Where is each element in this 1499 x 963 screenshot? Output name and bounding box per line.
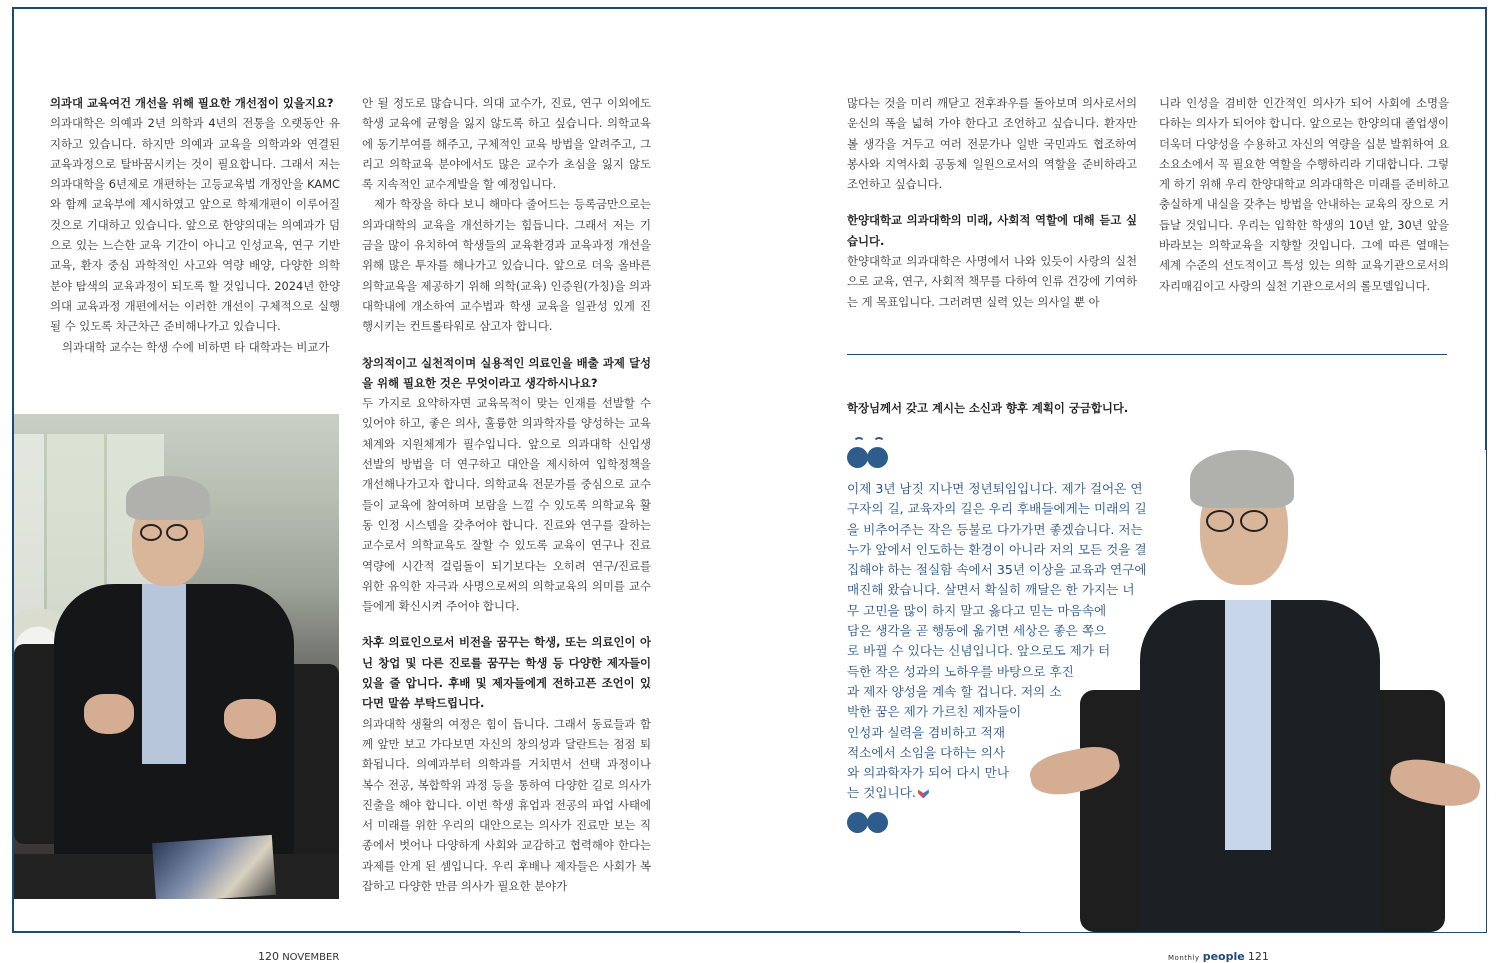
article-column-2 — [362, 93, 651, 903]
pull-quote — [847, 479, 1147, 804]
quote-line: 적소에서 소임을 다하는 의사 — [847, 744, 1005, 760]
quote-line: 구자의 길, 교육자의 길은 우리 후배들에게는 미래의 길 — [847, 501, 1147, 517]
interview-photo-left — [14, 414, 339, 899]
photo-shirt — [1225, 600, 1271, 850]
body-paragraph: 의과대학 교수는 학생 수에 비하면 타 대학과는 비교가 — [62, 339, 330, 354]
quote-line: 는 것입니다. — [847, 783, 1147, 803]
photo-glasses-right — [166, 524, 188, 541]
quote-line: 박한 꿈은 제가 가르친 제자들이 — [847, 704, 1022, 720]
body-paragraph: 니라 인성을 겸비한 인간적인 의사가 되어 사회에 소명을 다하는 의사가 되어야 합니다. 앞으로는 한양의대 졸업생이 더욱더 다양성을 수용하고 자신의 역량을 십분 발휘하여 요소요소에서 꼭 필요한 역할을 수행하리라 기대합니다. 그렇게 하기 위해 우리 한양대학교 의과대학은 미래를 준비하고 충실하게 내실을 갖추는 방법을 안내하는 교육의 장으로 거듭날 것입니다. 우리는 입학한 학생의 10년 앞, 30년 앞을 바라보는 의학교육을 지향할 것입니다. 그에 따른 열매는 세계 수준의 선도적이고 특성 있는 의학 교육기관으로서의 자리매김이고 사랑의 실천 기관으로서의 롤모델입니다. — [1159, 96, 1449, 293]
quote-line: 과 제자 양성을 계속 할 겁니다. 저의 소 — [847, 683, 1062, 699]
body-paragraph: 제가 학장을 하다 보니 해마다 줄어드는 등록금만으로는 의과대학의 교육을 개선하기는 힘듭니다. 그래서 저는 기금을 많이 유치하여 학생들의 교육환경과 교육과정 개선을 위해 많은 투자를 해나가고 있습니다. 앞으로 더욱 올바른 의학교육을 제공하기 위해 의학(교육) 인증원(가칭)을 의과대학내에 개소하여 교수법과 학생 교육을 일관성 있게 진행시키는 컨트롤타워로 삼고자 합니다. — [362, 197, 651, 334]
quote-line: 담은 생각을 곧 행동에 옮기면 세상은 좋은 쪽으 — [847, 623, 1107, 639]
photo-magazine — [152, 835, 276, 899]
quote-line: 매진해 왔습니다. 살면서 확실히 깨달은 한 가지는 너 — [847, 582, 1135, 598]
page-number-right — [1168, 950, 1269, 963]
question-heading: 의과대 교육여건 개선을 위해 필요한 개선점이 있을지요? — [50, 96, 334, 110]
page-number-left — [258, 950, 339, 963]
quote-line: 누가 앞에서 인도하는 환경이 아니라 저의 모든 것을 결 — [847, 541, 1147, 557]
question-heading: 한양대학교 의과대학의 미래, 사회적 역할에 대해 듣고 싶습니다. — [847, 213, 1137, 248]
body-paragraph: 두 가지로 요약하자면 교육목적이 맞는 인재를 선발할 수 있어야 하고, 좋은 의사, 훌륭한 의과학자를 양성하는 교육체계와 지원체계가 필수입니다. 앞으로 의과대학 신입생 선발의 방법을 더 연구하고 대안을 제시하여 입학정책을 개선해나가고자 합니다. 의학교육 전문가를 중심으로 교수들이 교육에 참여하며 보람을 느낄 수 있도록 의학교육 활동 인정 시스템을 갖추어야 합니다. 진료와 연구를 잘하는 교수로서 의학교육도 잘할 수 있도록 교육이 연구나 진료역량에 시간적 걸림돌이 되기보다는 오히려 연구/진료를 위한 유익한 자극과 사명으로써의 의학교육의 의미를 교수들에게 확신시켜 주어야 합니다. — [362, 396, 651, 614]
quote-line: 로 바뀔 수 있다는 신념입니다. 앞으로도 제가 터 — [847, 643, 1111, 659]
photo-hair — [126, 476, 210, 520]
quote-line: 와 의과학자가 되어 다시 만나 — [847, 765, 1009, 781]
photo-hair — [1190, 450, 1294, 508]
body-paragraph: 의과대학 생활의 여정은 힘이 듭니다. 그래서 동료들과 함께 앞만 보고 가다보면 자신의 창의성과 달란트는 점점 퇴화됩니다. 의예과부터 의학과를 거치면서 선택 과정이나 복수 전공, 복합학위 과정 등을 통하여 다양한 길로 의사가 진출을 해야 합니다. 이번 학생 휴업과 전공의 파업 사태에서 미래를 위한 우리의 대안으로는 의사가 진료만 보는 직종에서 벗어나 다양하게 사회와 교감하고 협력해야 한다는 과제를 안게 된 셈입니다. 우리 후배나 제자들은 사회가 복잡하고 다양한 만큼 의사가 필요한 분야가 — [362, 716, 651, 893]
issue-month: NOVEMBER — [282, 952, 340, 963]
magazine-monthly: Monthly — [1168, 954, 1200, 962]
section-divider — [847, 354, 1447, 355]
quote-line: 무 고민을 많이 하지 말고 옳다고 믿는 마음속에 — [847, 602, 1107, 618]
photo-hand-right — [224, 699, 276, 739]
quote-line: 을 비추어주는 작은 등불로 다가가면 좋겠습니다. 저는 — [847, 521, 1143, 537]
question-heading: 차후 의료인으로서 비전을 꿈꾸는 학생, 또는 의료인이 아닌 창업 및 다른 진로를 꿈꾸는 학생 등 다양한 제자들이 있을 줄 압니다. 후배 및 제자들에게 전하고픈 조언이 있다면 말씀 부탁드립니다. — [362, 635, 651, 711]
quote-line: 집해야 하는 절실함 속에서 35년 이상을 교육과 연구에 — [847, 562, 1147, 578]
body-paragraph: 안 될 정도로 많습니다. 의대 교수가, 진료, 연구 이외에도 학생 교육에 균형을 잃지 않도록 하고 싶습니다. 의학교육에 동기부여를 해주고, 구체적인 교육 방법을 알려주고, 그리고 의학교육 분야에서도 많은 교수가 초심을 잃지 않도록 지속적인 교수계발을 할 예정입니다. — [362, 96, 651, 192]
page-number: 121 — [1247, 950, 1269, 963]
body-paragraph: 많다는 것을 미리 깨닫고 전후좌우를 돌아보며 의사로서의 운신의 폭을 넓혀 가야 한다고 조언하고 싶습니다. 환자만 볼 생각을 거두고 여러 전문가나 일반 국민과도 협조하여 봉사와 지역사회 공동체 일원으로서의 역할을 준비하라고 조언하고 싶습니다. — [847, 96, 1137, 192]
photo-hand-left — [84, 694, 134, 734]
magazine-brand: people — [1202, 950, 1245, 963]
article-column-3 — [847, 93, 1137, 323]
photo-glasses-right — [1240, 510, 1268, 532]
article-column-1 — [50, 93, 340, 383]
body-paragraph: 한양대학교 의과대학은 사명에서 나와 있듯이 사랑의 실천으로 교육, 연구, 사회적 책무를 다하여 인류 건강에 기여하는 게 목표입니다. 그러려면 실력 있는 의사일 뿐 아 — [847, 254, 1137, 309]
photo-glasses-left — [1206, 510, 1234, 532]
quote-line: 득한 작은 성과의 노하우를 바탕으로 후진 — [847, 663, 1074, 679]
heart-icon — [918, 789, 929, 798]
body-paragraph: 의과대학은 의예과 2년 의학과 4년의 전통을 오랫동안 유지하고 있습니다. 하지만 의예과 교육을 의학과와 연결된 교육과정으로 탈바꿈시키는 것이 필요합니다. 그래서 저는 의과대학을 6년제로 개편하는 고등교육법 개정안을 KAMC와 함께 교육부에 제시하였고 앞으로 학제개편이 이루어질 것으로 기대하고 있습니다. 앞으로 한양의대는 의예과가 덤으로 있는 느슨한 교육 기간이 아니고 인성교육, 연구 기반 교육, 환자 중심 과학적인 사고와 역량 배양, 다양한 의학 분야 탐색의 교육과정이 되도록 할 것입니다. 2024년 한양의대 교육과정 개편에서는 이러한 개선이 구체적으로 실행될 수 있도록 차근차근 준비해나가고 있습니다. — [50, 116, 340, 334]
final-question: 학장님께서 갖고 계시는 소신과 향후 계획이 궁금합니다. — [847, 401, 1129, 415]
photo-shirt — [142, 584, 186, 764]
page-number: 120 — [258, 950, 279, 963]
quote-line: 인성과 실력을 겸비하고 적재 — [847, 724, 1005, 740]
question-heading: 창의적이고 실천적이며 실용적인 의료인을 배출 과제 달성을 위해 필요한 것은 무엇이라고 생각하시나요? — [362, 355, 651, 390]
quote-line: 이제 3년 남짓 지나면 정년퇴임입니다. 제가 걸어온 연 — [847, 481, 1143, 496]
photo-glasses-left — [140, 524, 162, 541]
article-column-4 — [1159, 93, 1449, 323]
